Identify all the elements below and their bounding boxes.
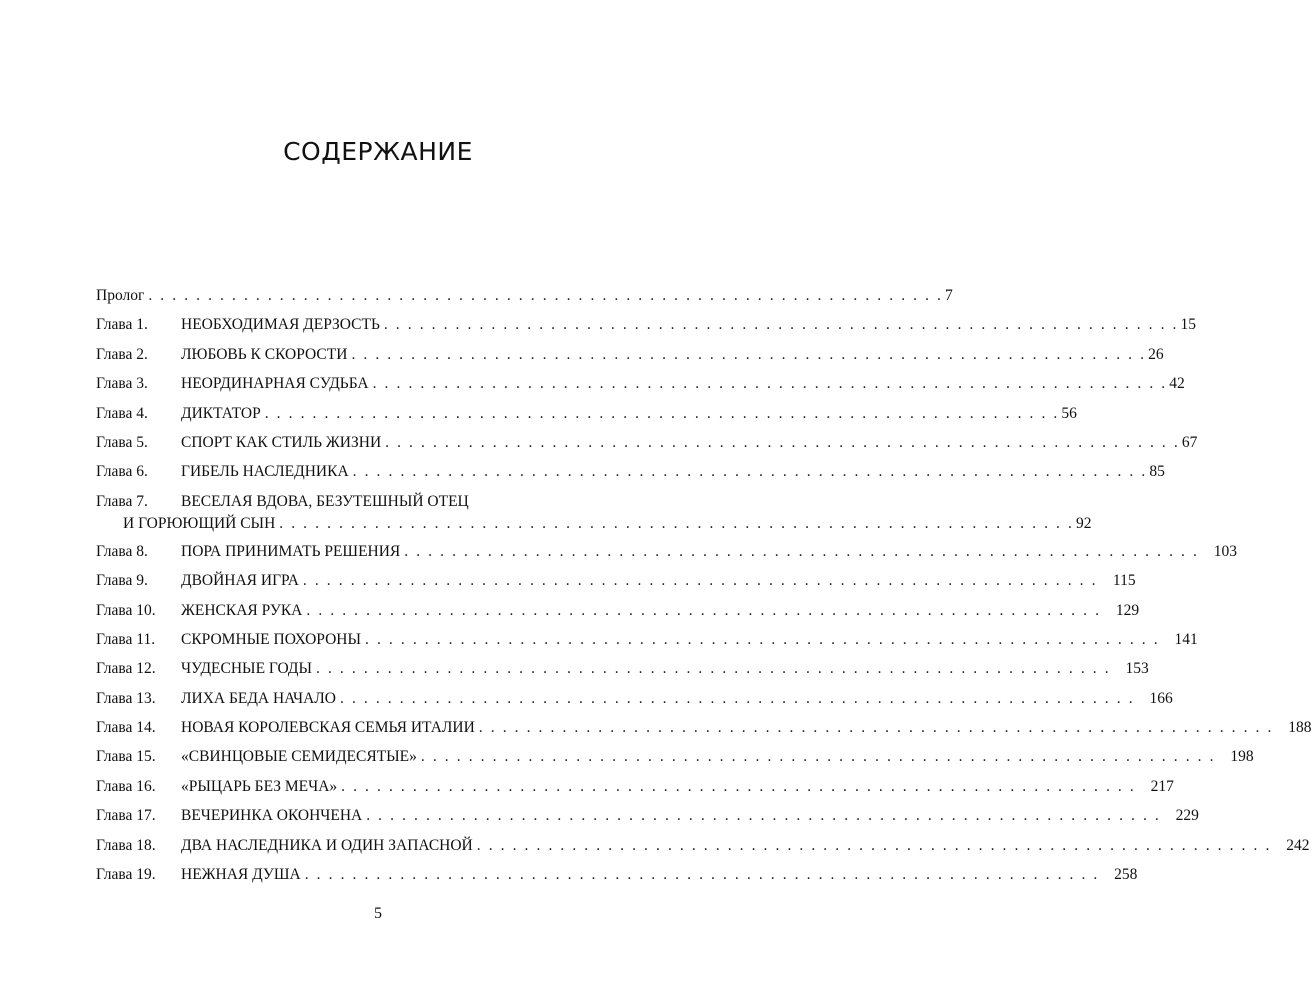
chapter-title-continued: И ГОРЮЮЩИЙ СЫН <box>123 514 276 532</box>
chapter-title: «РЫЦАРЬ БЕЗ МЕЧА» <box>181 777 338 795</box>
chapter-number: Глава 10. <box>96 601 156 619</box>
chapter-page: 217 <box>1150 777 1174 795</box>
chapter-page: 115 <box>1112 572 1136 590</box>
toc-entry <box>96 596 1140 625</box>
toc-entry <box>96 537 1237 566</box>
chapter-number: Глава 4. <box>96 404 148 422</box>
toc-line <box>96 537 1237 566</box>
table-of-contents <box>96 281 1311 889</box>
dot-leader: . . . . . . . . . . . . . . . . . . . . . . . . . . . . . . . . . . . . . . . . . . . . . . . . . . . . . . . . . . . . . . . . . . . <box>341 777 1136 795</box>
toc-line <box>96 684 1173 713</box>
chapter-page: 92 <box>1075 514 1092 532</box>
toc-line <box>96 491 663 513</box>
chapter-title: ЛЮБОВЬ К СКОРОСТИ <box>181 345 348 363</box>
toc-line <box>96 713 1311 742</box>
dot-leader: . . . . . . . . . . . . . . . . . . . . . . . . . . . . . . . . . . . . . . . . . . . . . . . . . . . . . . . . . . . . . . . . . . . <box>366 807 1161 825</box>
chapter-title: НОВАЯ КОРОЛЕВСКАЯ СЕМЬЯ ИТАЛИИ <box>181 719 475 737</box>
toc-line <box>96 457 1165 486</box>
chapter-title: ЛИХА БЕДА НАЧАЛО <box>181 689 336 707</box>
toc-line <box>96 801 1199 830</box>
toc-line <box>96 860 1138 889</box>
dot-leader: . . . . . . . . . . . . . . . . . . . . . . . . . . . . . . . . . . . . . . . . . . . . . . . . . . . . . . . . . . . . . . . . . . . <box>306 601 1102 619</box>
chapter-page: 141 <box>1174 630 1198 648</box>
chapter-title: ЧУДЕСНЫЕ ГОДЫ <box>181 660 313 678</box>
chapter-title: ВЕСЕЛАЯ ВДОВА, БЕЗУТЕШНЫЙ ОТЕЦ <box>181 492 469 510</box>
chapter-title: ДИКТАТОР <box>181 404 261 422</box>
dot-leader: . . . . . . . . . . . . . . . . . . . . . . . . . . . . . . . . . . . . . . . . . . . . . . . . . . . . . . . . . . . . . . . . . . . <box>365 630 1160 648</box>
dot-leader: . . . . . . . . . . . . . . . . . . . . . . . . . . . . . . . . . . . . . . . . . . . . . . . . . . . . . . . . . . . . . . . . . . . <box>264 404 1060 422</box>
chapter-page: 26 <box>1148 345 1164 363</box>
chapter-number: Глава 2. <box>96 345 148 363</box>
toc-line <box>96 310 1197 339</box>
toc-entry <box>96 860 1138 889</box>
chapter-page: 85 <box>1149 463 1165 481</box>
dot-leader: . . . . . . . . . . . . . . . . . . . . . . . . . . . . . . . . . . . . . . . . . . . . . . . . . . . . . . . . . . . . . . . . . . . <box>478 719 1274 737</box>
toc-entry <box>96 742 1254 771</box>
chapter-page: 7 <box>945 287 953 304</box>
chapter-title: НЕЖНАЯ ДУША <box>181 866 301 884</box>
dot-leader: . . . . . . . . . . . . . . . . . . . . . . . . . . . . . . . . . . . . . . . . . . . . . . . . . . . . . . . . . . . . . . . . . . . <box>351 345 1147 363</box>
chapter-page: 188 <box>1288 719 1311 737</box>
chapter-title: ВЕЧЕРИНКА ОКОНЧЕНА <box>181 807 363 825</box>
chapter-title: «СВИНЦОВЫЕ СЕМИДЕСЯТЫЕ» <box>181 748 417 766</box>
toc-line <box>96 654 1149 683</box>
toc-line <box>96 742 1254 771</box>
chapter-number: Глава 6. <box>96 463 148 481</box>
chapter-number: Глава 5. <box>96 433 148 451</box>
chapter-title: НЕОРДИНАРНАЯ СУДЬБА <box>181 375 369 393</box>
toc-entry <box>96 684 1173 713</box>
chapter-title: Пролог <box>96 287 145 304</box>
toc-entry <box>96 713 1311 742</box>
toc-entry <box>96 625 1198 654</box>
chapter-page: 258 <box>1114 866 1138 884</box>
chapter-title: СПОРТ КАК СТИЛЬ ЖИЗНИ <box>181 433 382 451</box>
chapter-number: Глава 8. <box>96 542 148 560</box>
dot-leader: . . . . . . . . . . . . . . . . . . . . . . . . . . . . . . . . . . . . . . . . . . . . . . . . . . . . . . . . . . . . . . . . . . . <box>316 660 1111 678</box>
toc-entry <box>96 801 1199 830</box>
toc-line <box>96 596 1140 625</box>
chapter-number: Глава 18. <box>96 836 156 854</box>
chapter-number: Глава 17. <box>96 807 156 825</box>
toc-entry <box>96 428 1198 457</box>
toc-line <box>96 369 1185 398</box>
chapter-number: Глава 7. <box>96 492 148 510</box>
toc-line <box>96 566 1136 595</box>
chapter-title: ДВОЙНАЯ ИГРА <box>181 572 299 590</box>
dot-leader: . . . . . . . . . . . . . . . . . . . . . . . . . . . . . . . . . . . . . . . . . . . . . . . . . . . . . . . . . . . . . . . . . . . <box>383 316 1179 334</box>
toc-line <box>96 281 953 310</box>
dot-leader: . . . . . . . . . . . . . . . . . . . . . . . . . . . . . . . . . . . . . . . . . . . . . . . . . . . . . . . . . . . . . . . . . . . <box>279 514 1074 532</box>
toc-entry <box>96 310 1197 339</box>
chapter-number: Глава 19. <box>96 866 156 884</box>
toc-entry <box>96 831 1310 860</box>
dot-leader: . . . . . . . . . . . . . . . . . . . . . . . . . . . . . . . . . . . . . . . . . . . . . . . . . . . . . . . . . . . . . . . . . . . <box>420 748 1216 766</box>
chapter-title: НЕОБХОДИМАЯ ДЕРЗОСТЬ <box>181 316 380 334</box>
toc-line <box>96 513 1092 535</box>
chapter-title: ЖЕНСКАЯ РУКА <box>181 601 303 619</box>
page-title: СОДЕРЖАНИЕ <box>283 137 473 166</box>
dot-leader: . . . . . . . . . . . . . . . . . . . . . . . . . . . . . . . . . . . . . . . . . . . . . . . . . . . . . . . . . . . . . . . . . . . <box>340 689 1135 707</box>
chapter-page: 56 <box>1061 404 1077 422</box>
chapter-page: 198 <box>1230 748 1254 766</box>
chapter-number: Глава 12. <box>96 660 156 678</box>
dot-leader: . . . . . . . . . . . . . . . . . . . . . . . . . . . . . . . . . . . . . . . . . . . . . . . . . . . . . . . . . . . . . . . . . . . <box>304 866 1100 884</box>
toc-line <box>96 772 1174 801</box>
chapter-page: 153 <box>1125 660 1149 678</box>
toc-entry <box>96 281 953 310</box>
toc-entry <box>96 654 1149 683</box>
chapter-number: Глава 14. <box>96 719 156 737</box>
dot-leader: . . . . . . . . . . . . . . . . . . . . . . . . . . . . . . . . . . . . . . . . . . . . . . . . . . . . . . . . . . . . . . . . . . . <box>352 463 1148 481</box>
chapter-title: СКРОМНЫЕ ПОХОРОНЫ <box>181 630 362 648</box>
toc-line <box>96 831 1310 860</box>
dot-leader: . . . . . . . . . . . . . . . . . . . . . . . . . . . . . . . . . . . . . . . . . . . . . . . . . . . . . . . . . . . . . . . . . . . <box>476 836 1272 854</box>
toc-entry <box>96 487 1092 537</box>
toc-entry <box>96 399 1077 428</box>
dot-leader: . . . . . . . . . . . . . . . . . . . . . . . . . . . . . . . . . . . . . . . . . . . . . . . . . . . . . . . . . . . . . . . . . . . <box>302 572 1098 590</box>
chapter-page: 166 <box>1149 689 1173 707</box>
dot-leader: . . . . . . . . . . . . . . . . . . . . . . . . . . . . . . . . . . . . . . . . . . . . . . . . . . . . . . . . . . . . . . . . . . . <box>372 375 1168 393</box>
chapter-page: 15 <box>1180 316 1197 334</box>
toc-line <box>96 428 1198 457</box>
chapter-page: 242 <box>1286 836 1310 854</box>
chapter-number: Глава 1. <box>96 316 148 334</box>
dot-leader: . . . . . . . . . . . . . . . . . . . . . . . . . . . . . . . . . . . . . . . . . . . . . . . . . . . . . . . . . . . . . . . . . . . <box>385 433 1180 451</box>
chapter-title: ПОРА ПРИНИМАТЬ РЕШЕНИЯ <box>181 542 401 560</box>
toc-line <box>96 340 1164 369</box>
chapter-number: Глава 3. <box>96 375 148 393</box>
chapter-number: Глава 13. <box>96 689 156 707</box>
chapter-title: ГИБЕЛЬ НАСЛЕДНИКА <box>181 463 349 481</box>
toc-line <box>96 399 1077 428</box>
chapter-title: ДВА НАСЛЕДНИКА И ОДИН ЗАПАСНОЙ <box>181 836 473 854</box>
page-number: 5 <box>374 905 382 922</box>
toc-line <box>96 625 1198 654</box>
toc-entry <box>96 369 1185 398</box>
dot-leader: . . . . . . . . . . . . . . . . . . . . . . . . . . . . . . . . . . . . . . . . . . . . . . . . . . . . . . . . . . . . . . . . . . . <box>148 287 944 304</box>
toc-entry <box>96 566 1136 595</box>
toc-entry <box>96 457 1165 486</box>
chapter-number: Глава 9. <box>96 572 148 590</box>
chapter-number: Глава 16. <box>96 777 156 795</box>
chapter-page: 129 <box>1115 601 1140 619</box>
chapter-page: 42 <box>1169 375 1185 393</box>
chapter-number: Глава 15. <box>96 748 156 766</box>
toc-entry <box>96 340 1164 369</box>
chapter-page: 229 <box>1175 807 1199 825</box>
chapter-page: 103 <box>1213 542 1237 560</box>
chapter-number: Глава 11. <box>96 630 156 648</box>
chapter-page: 67 <box>1181 433 1198 451</box>
toc-entry <box>96 772 1174 801</box>
dot-leader: . . . . . . . . . . . . . . . . . . . . . . . . . . . . . . . . . . . . . . . . . . . . . . . . . . . . . . . . . . . . . . . . . . . <box>404 542 1199 560</box>
